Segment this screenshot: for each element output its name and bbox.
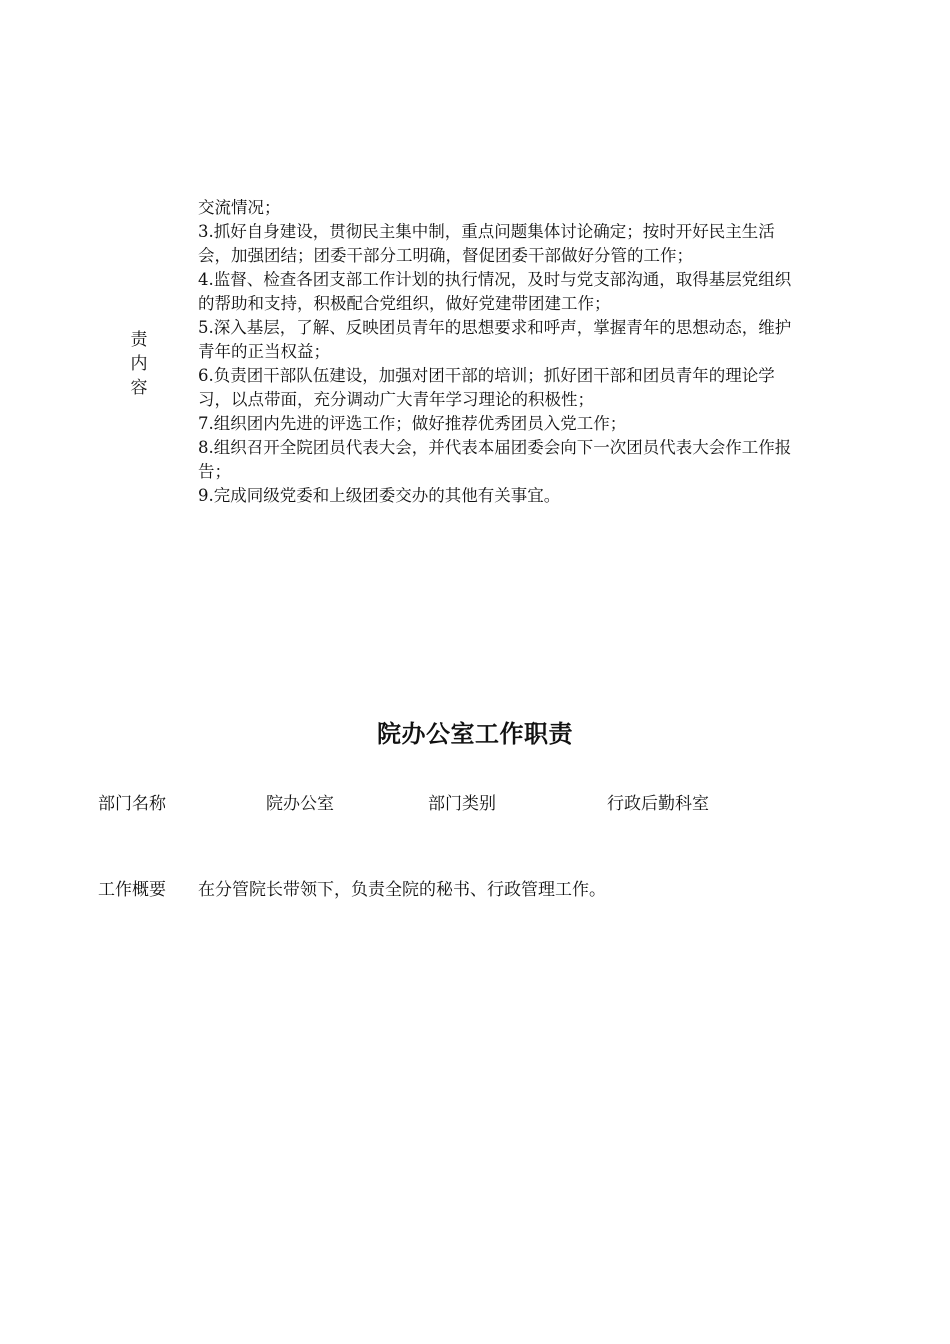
duty-item: 3.抓好自身建设，贯彻民主集中制，重点问题集体讨论确定；按时开好民主生活会，加强团结；团委干部分工明确，督促团委干部做好分管的工作；	[198, 222, 775, 265]
duty-item: 9.完成同级党委和上级团委交办的其他有关事宜。	[198, 486, 561, 505]
summary-label: 工作概要	[98, 880, 166, 900]
duty-item: 5.深入基层，了解、反映团员青年的思想要求和呼声，掌握青年的思想动态，维护青年的正当权益；	[198, 318, 792, 361]
duty-list	[198, 196, 800, 508]
side-label-char: 内	[130, 354, 148, 374]
dept-name-value: 院办公室	[266, 794, 334, 814]
duty-item: 4.监督、检查各团支部工作计划的执行情况，及时与党支部沟通，取得基层党组织的帮助和支持，积极配合党组织，做好党建带团建工作；	[198, 270, 792, 313]
section-title: 院办公室工作职责	[377, 719, 573, 748]
dept-type-label: 部门类别	[428, 794, 496, 814]
summary-value: 在分管院长带领下，负责全院的秘书、行政管理工作。	[198, 880, 606, 900]
duty-item: 6.负责团干部队伍建设，加强对团干部的培训；抓好团干部和团员青年的理论学习，以点带面，充分调动广大青年学习理论的积极性；	[198, 366, 775, 409]
duty-item: 7.组织团内先进的评选工作；做好推荐优秀团员入党工作；	[198, 414, 627, 433]
duty-item: 交流情况；	[198, 198, 281, 217]
side-label-char: 容	[130, 378, 148, 398]
side-label-char: 责	[130, 330, 148, 350]
dept-name-label: 部门名称	[98, 794, 166, 814]
dept-type-value: 行政后勤科室	[607, 794, 709, 814]
duty-item: 8.组织召开全院团员代表大会，并代表本届团委会向下一次团员代表大会作工作报告；	[198, 438, 792, 481]
duty-side-label	[128, 328, 150, 400]
